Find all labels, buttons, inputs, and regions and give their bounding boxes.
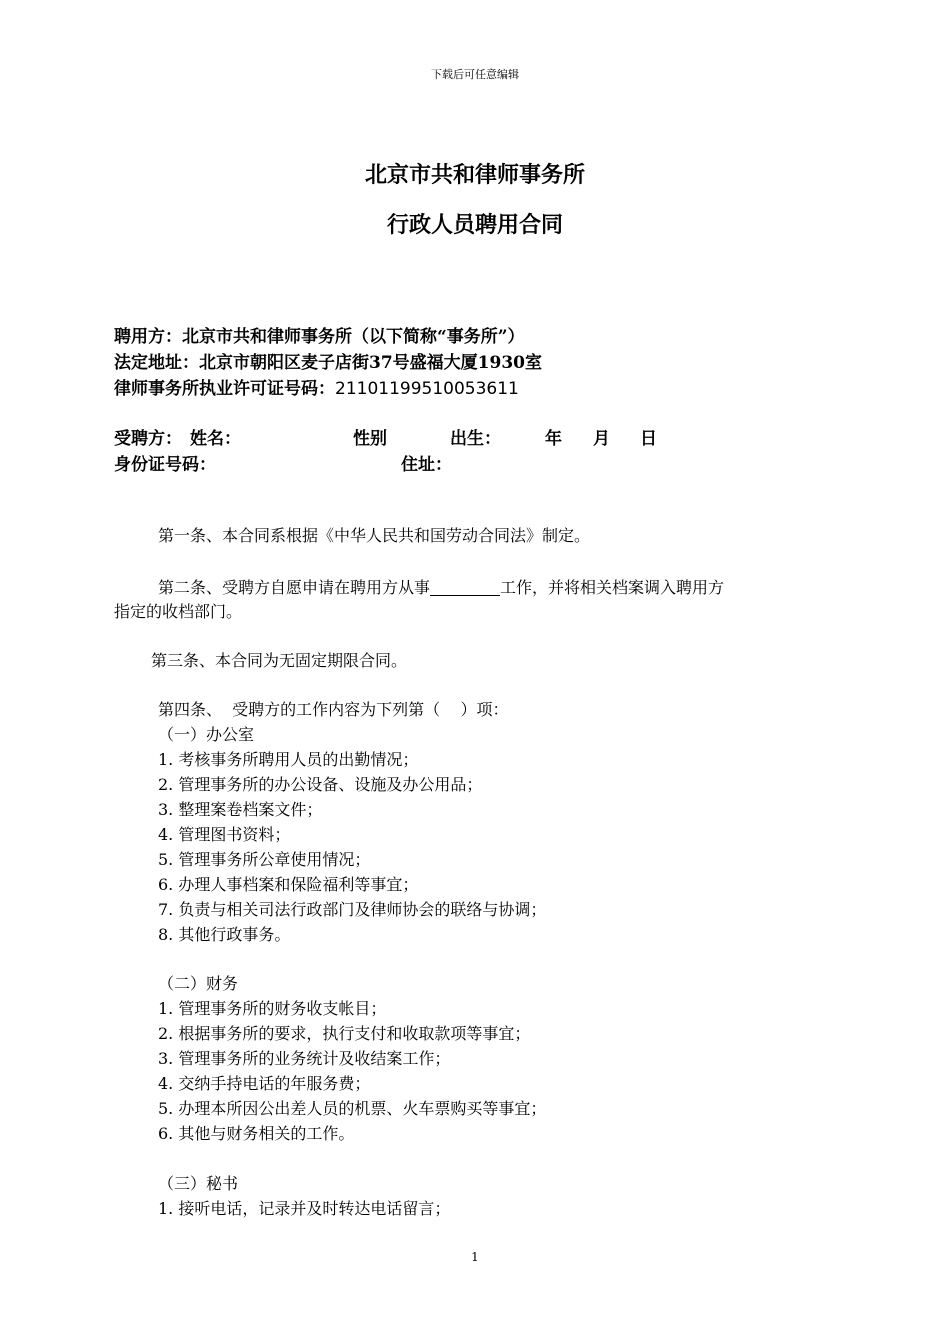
employee-address-label: 住址：	[401, 455, 452, 475]
job-blank	[430, 579, 500, 596]
list-item: 6. 其他与财务相关的工作。	[158, 1124, 355, 1143]
list-item: 5. 管理事务所公章使用情况；	[158, 850, 371, 869]
article-2-line-2: 指定的收档部门。	[114, 602, 243, 621]
list-item: 5. 办理本所因公出差人员的机票、火车票购买等事宜；	[158, 1099, 547, 1118]
list-item: 4. 交纳手持电话的年服务费；	[158, 1074, 371, 1093]
birth-month-label: 月	[593, 429, 610, 449]
article-4: 第四条、 受聘方的工作内容为下列第（ ）项：	[158, 700, 509, 719]
article-2	[158, 575, 724, 598]
list-item: 1. 考核事务所聘用人员的出勤情况；	[158, 750, 419, 769]
article-1: 第一条、本合同系根据《中华人民共和国劳动合同法》制定。	[158, 526, 591, 545]
employee-id-label: 身份证号码：	[114, 455, 216, 475]
employer-address-line: 法定地址：北京市朝阳区麦子店街37号盛福大厦1930室	[114, 353, 542, 373]
article-3: 第三条、本合同为无固定期限合同。	[151, 651, 408, 670]
license-label: 律师事务所执业许可证号码：	[114, 379, 335, 399]
section-finance-heading: （二）财务	[158, 974, 239, 993]
employee-birth-label: 出生：	[450, 429, 501, 449]
document-title-firm: 北京市共和律师事务所	[364, 162, 585, 188]
list-item: 6. 办理人事档案和保险福利等事宜；	[158, 875, 419, 894]
page-number: 1	[471, 1250, 479, 1264]
list-item: 3. 整理案卷档案文件；	[158, 800, 323, 819]
list-item: 1. 接听电话，记录并及时转达电话留言；	[158, 1199, 451, 1218]
list-item: 2. 管理事务所的办公设备、设施及办公用品；	[158, 775, 483, 794]
employer-license-line	[114, 374, 519, 399]
list-item: 4. 管理图书资料；	[158, 825, 291, 844]
list-item: 8. 其他行政事务。	[158, 925, 291, 944]
employer-name-line: 聘用方：北京市共和律师事务所（以下简称“事务所”）	[114, 327, 525, 347]
employee-label: 受聘方：	[114, 429, 182, 449]
list-item: 7. 负责与相关司法行政部门及律师协会的联络与协调；	[158, 900, 547, 919]
section-office-heading: （一）办公室	[158, 725, 255, 744]
list-item: 3. 管理事务所的业务统计及收结案工作；	[158, 1049, 451, 1068]
birth-day-label: 日	[640, 429, 657, 449]
article-2-text-before: 第二条、受聘方自愿申请在聘用方从事	[158, 578, 431, 597]
list-item: 2. 根据事务所的要求，执行支付和收取款项等事宜；	[158, 1024, 531, 1043]
section-secretary-heading: （三）秘书	[158, 1174, 239, 1193]
license-number: 21101199510053611	[335, 379, 519, 399]
employee-name-label: 姓名：	[190, 429, 241, 449]
article-2-text-after: 工作，并将相关档案调入聘用方	[500, 578, 725, 597]
birth-year-label: 年	[545, 429, 562, 449]
list-item: 1. 管理事务所的财务收支帐目；	[158, 999, 387, 1018]
document-title-contract: 行政人员聘用合同	[386, 212, 563, 238]
page-header: 下载后可任意编辑	[431, 68, 519, 81]
employee-gender-label: 性别	[353, 429, 387, 449]
